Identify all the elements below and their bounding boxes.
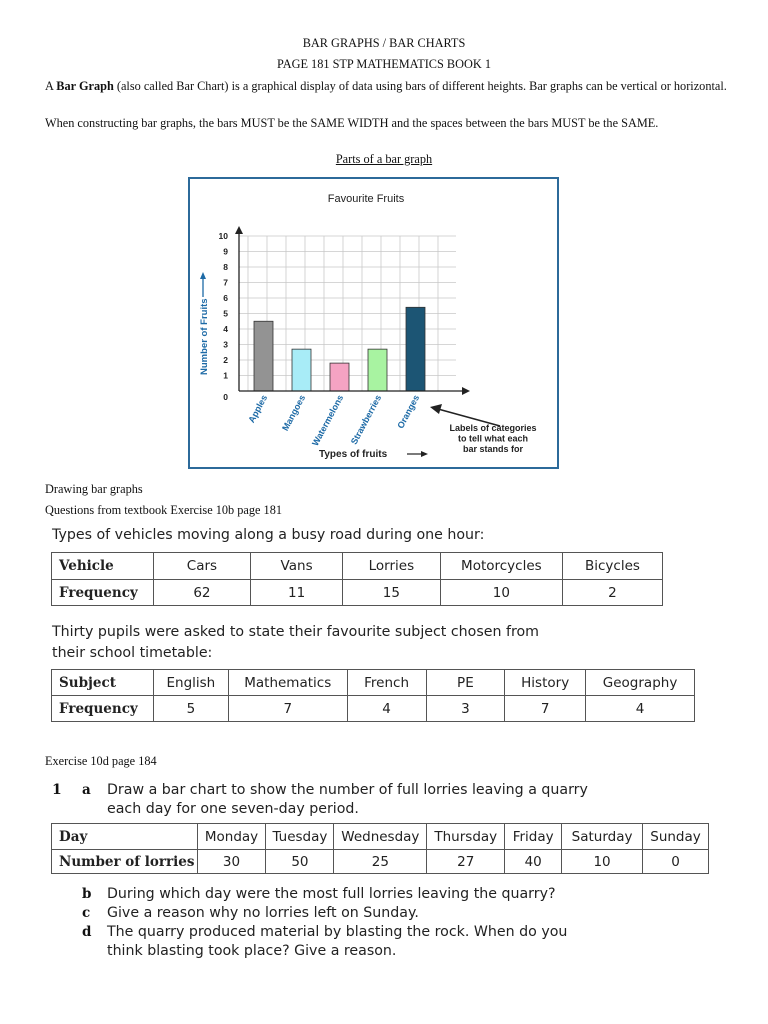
table-cell: 40 [505,850,562,874]
page-subtitle: PAGE 181 STP MATHEMATICS BOOK 1 [277,57,491,71]
bar-chart [190,179,557,467]
part-b-letter: b [82,886,92,902]
table-row-label: Number of lorries [52,850,198,874]
table-column-header: Wednesday [334,824,427,850]
part-d-letter: d [82,924,92,940]
section-heading: Drawing bar graphs [45,482,143,496]
x-tick-label: Oranges [395,393,422,431]
y-tick-label: 7 [223,277,228,288]
table-column-header: Lorries [342,553,440,580]
section-subheading: Questions from textbook Exercise 10b page 181 [45,503,283,517]
table-column-header: Mathematics [228,670,347,696]
bar [254,321,273,391]
vehicles-table [51,552,663,606]
x-tick-label: Apples [246,393,270,425]
bar [292,349,311,391]
table-cell: 15 [342,580,440,606]
exercise-heading: Exercise 10d page 184 [45,754,157,768]
y-tick-label: 8 [223,262,228,272]
y-tick-label: 10 [218,231,228,241]
page-title: BAR GRAPHS / BAR CHARTS [302,36,466,50]
table-row-label: Frequency [52,696,154,722]
table-column-header: Motorcycles [440,553,562,580]
bar [406,307,425,391]
table-row-label: Frequency [52,580,154,606]
table-column-header: Sunday [643,824,709,850]
table-header-label: Vehicle [52,553,154,580]
y-tick-label: 4 [223,324,228,334]
parts-heading: Parts of a bar graph [335,152,433,166]
table-column-header: Vans [251,553,343,580]
question-number: 1 [52,782,62,798]
vehicles-prompt: Types of vehicles moving along a busy road during one hour: [52,527,485,543]
y-tick-label: 5 [223,308,228,319]
y-axis-arrow [235,226,243,234]
table-cell: 10 [562,850,643,874]
subjects-prompt-line1: Thirty pupils were asked to state their favourite subject chosen from [52,624,539,640]
bar-chart-frame [188,177,559,469]
table-cell: 4 [586,696,695,722]
y-tick-label: 9 [223,246,228,257]
x-tick-label: Strawberries [348,393,384,447]
intro-bold-term: Bar Graph [56,79,114,93]
part-d-line2: think blasting took place? Give a reason. [107,943,397,959]
part-d-line1: The quarry produced material by blasting the rock. When do you [107,924,568,940]
table-column-header: Geography [586,670,695,696]
table-cell: 0 [643,850,709,874]
intro-paragraph [45,79,735,94]
bar [330,363,349,391]
table-cell: 27 [427,850,505,874]
part-a-line1: Draw a bar chart to show the number of full lorries leaving a quarry [107,782,588,798]
x-axis-label: Types of fruits [319,449,388,460]
table-cell: 7 [228,696,347,722]
table-header-label: Day [52,824,198,850]
annotation-text: to tell what each [457,433,529,444]
subjects-table [51,669,695,722]
part-a-letter: a [82,782,91,798]
table-column-header: Thursday [427,824,505,850]
lorries-table [51,823,709,874]
table-column-header: Saturday [562,824,643,850]
table-cell: 62 [153,580,251,606]
annotation-text: Labels of categories [449,423,537,433]
table-cell: 5 [153,696,228,722]
y-tick-label: 1 [223,370,228,381]
table-cell: 2 [562,580,662,606]
x-tick-label: Watermelons [310,393,346,448]
subjects-prompt-line2: their school timetable: [52,645,213,661]
part-b-text: During which day were the most full lorries leaving the quarry? [107,886,556,902]
table-column-header: Cars [153,553,251,580]
x-tick-label: Mangoes [280,393,308,433]
table-column-header: Friday [505,824,562,850]
table-header-label: Subject [52,670,154,696]
table-column-header: Tuesday [266,824,334,850]
rules-paragraph: When constructing bar graphs, the bars MUST be the SAME WIDTH and the spaces between the bars MUST be the SAME. [45,116,659,130]
table-cell: 25 [334,850,427,874]
part-c-letter: c [82,905,91,921]
table-cell: 4 [347,696,426,722]
y-axis-label: Number of Fruits [199,298,210,375]
table-cell: 10 [440,580,562,606]
table-column-header: PE [426,670,505,696]
y-tick-label: 2 [223,355,228,365]
y-label-arrow-head [200,272,206,279]
x-label-arrow-head [421,451,428,457]
intro-prefix: A [45,79,57,93]
table-column-header: English [153,670,228,696]
part-a-line2: each day for one seven-day period. [107,801,359,817]
table-column-header: French [347,670,426,696]
y-tick-label: 6 [223,293,228,303]
chart-title: Favourite Fruits [327,193,405,205]
intro-definition: (also called Bar Chart) is a graphical display of data using bars of different heights. Bar graphs can be vertical or horizontal. [113,79,727,93]
part-c-text: Give a reason why no lorries left on Sunday. [107,905,419,921]
table-cell: 50 [266,850,334,874]
table-column-header: History [505,670,586,696]
table-column-header: Bicycles [562,553,662,580]
x-axis-arrow [462,387,470,395]
bar [368,349,387,391]
annotation-arrow-head [430,404,442,414]
table-cell: 7 [505,696,586,722]
y-tick-label: 3 [223,339,228,350]
y-tick-label: 0 [223,392,228,402]
annotation-text: bar stands for [462,444,524,454]
table-cell: 3 [426,696,505,722]
table-cell: 11 [251,580,343,606]
table-cell: 30 [197,850,266,874]
table-column-header: Monday [197,824,266,850]
